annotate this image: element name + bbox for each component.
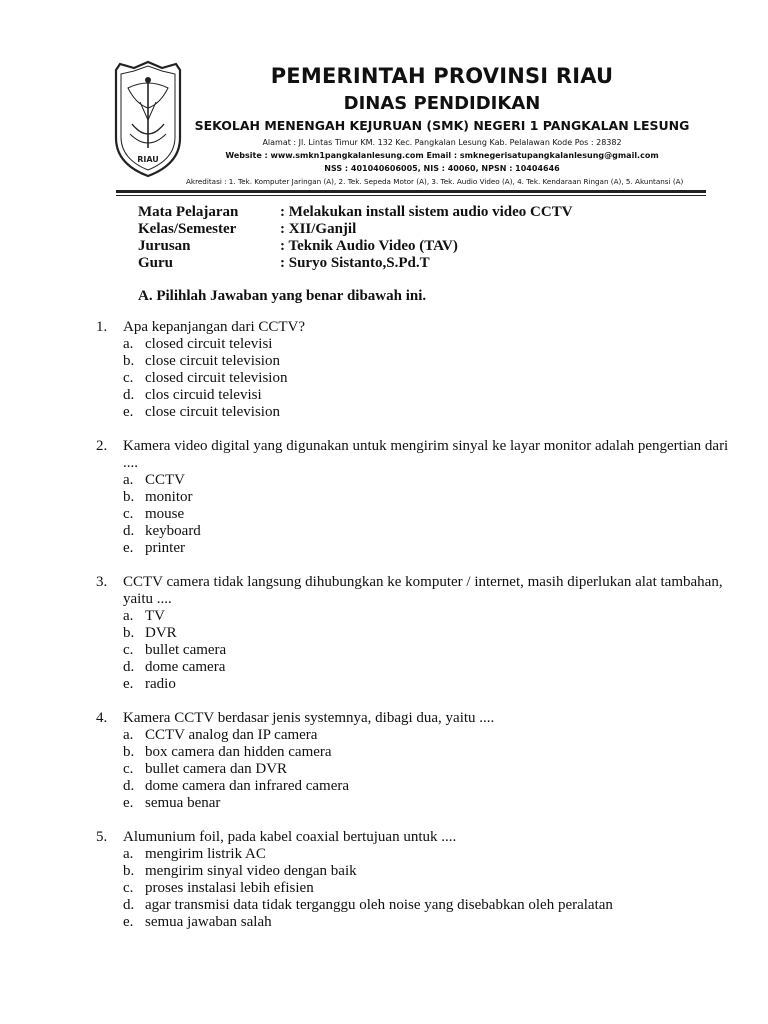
- info-row: [138, 238, 573, 255]
- school-address: Alamat : Jl. Lintas Timur KM. 132 Kec. Pangkalan Lesung Kab. Pelalawan Kode Pos : 28382: [262, 138, 622, 147]
- option-text: closed circuit television: [145, 370, 288, 386]
- option-letter: a.: [123, 608, 134, 624]
- question-item: [96, 574, 736, 693]
- question-text: Alumunium foil, pada kabel coaxial bertujuan untuk ....: [123, 829, 457, 845]
- section-instruction: A. Pilihlah Jawaban yang benar dibawah ini.: [138, 288, 427, 304]
- option-text: DVR: [145, 625, 177, 641]
- answer-option: [96, 659, 736, 676]
- question-item: [96, 710, 736, 812]
- option-text: dome camera: [145, 659, 226, 675]
- riau-emblem-icon: [110, 60, 186, 180]
- option-letter: c.: [123, 506, 134, 522]
- school-name: SEKOLAH MENENGAH KEJURUAN (SMK) NEGERI 1 PANGKALAN LESUNG: [194, 118, 690, 133]
- answer-option: [96, 863, 736, 880]
- question-stem: [96, 319, 736, 336]
- info-value: : Teknik Audio Video (TAV): [280, 238, 458, 254]
- option-text: semua benar: [145, 795, 221, 811]
- option-letter: c.: [123, 370, 134, 386]
- option-text: mengirim listrik AC: [145, 846, 266, 862]
- option-text: keyboard: [145, 523, 201, 539]
- letterhead-divider-thin: [116, 195, 706, 196]
- answer-option: [96, 608, 736, 625]
- info-value: : XII/Ganjil: [280, 221, 357, 237]
- school-website-email: Website : www.smkn1pangkalanlesung.com Email : smknegerisatupangkalanlesung@gmail.com: [225, 151, 659, 160]
- question-stem: [96, 438, 736, 472]
- option-letter: e.: [123, 404, 134, 420]
- answer-option: [96, 761, 736, 778]
- option-letter: d.: [123, 387, 135, 403]
- question-text: Kamera CCTV berdasar jenis systemnya, dibagi dua, yaitu ....: [123, 710, 495, 726]
- option-text: bullet camera: [145, 642, 227, 658]
- question-number: 2.: [96, 438, 108, 454]
- info-value: : Suryo Sistanto,S.Pd.T: [280, 255, 430, 271]
- option-text: CCTV: [145, 472, 186, 488]
- option-text: agar transmisi data tidak terganggu oleh noise yang disebabkan oleh peralatan: [145, 897, 613, 913]
- emblem-text: RIAU: [137, 155, 159, 164]
- option-letter: d.: [123, 897, 135, 913]
- info-row: [138, 255, 573, 272]
- answer-option: [96, 744, 736, 761]
- option-letter: d.: [123, 778, 135, 794]
- answer-option: [96, 846, 736, 863]
- answer-option: [96, 489, 736, 506]
- answer-option: [96, 727, 736, 744]
- info-label: Mata Pelajaran: [138, 204, 239, 220]
- department-title: DINAS PENDIDIKAN: [343, 93, 541, 114]
- option-letter: e.: [123, 540, 134, 556]
- answer-option: [96, 472, 736, 489]
- option-text: dome camera dan infrared camera: [145, 778, 350, 794]
- question-stem: [96, 574, 736, 608]
- answer-option: [96, 914, 736, 931]
- option-letter: c.: [123, 761, 134, 777]
- option-letter: b.: [123, 489, 135, 505]
- option-text: mengirim sinyal video dengan baik: [145, 863, 357, 879]
- answer-option: [96, 370, 736, 387]
- option-letter: b.: [123, 353, 135, 369]
- info-label: Jurusan: [138, 238, 191, 254]
- question-text: Apa kepanjangan dari CCTV?: [123, 319, 306, 335]
- letterhead: [108, 46, 702, 192]
- letterhead-divider-thick: [116, 190, 706, 193]
- option-letter: e.: [123, 795, 134, 811]
- option-letter: b.: [123, 744, 135, 760]
- question-text: Kamera video digital yang digunakan untuk mengirim sinyal ke layar monitor adalah pengertian dari ....: [123, 438, 729, 471]
- option-text: close circuit television: [145, 353, 280, 369]
- question-list: [96, 319, 736, 948]
- accreditation-line: Akreditasi : 1. Tek. Komputer Jaringan (A), 2. Tek. Sepeda Motor (A), 3. Tek. Audio Video (A), 4. Tek. Kendaraan Ringan (A), 5. Akuntansi (A): [186, 177, 684, 186]
- option-text: clos circuid televisi: [145, 387, 262, 403]
- option-letter: a.: [123, 472, 134, 488]
- option-text: closed circuit televisi: [145, 336, 273, 352]
- answer-option: [96, 795, 736, 812]
- option-text: monitor: [145, 489, 193, 505]
- option-letter: b.: [123, 625, 135, 641]
- answer-option: [96, 625, 736, 642]
- question-number: 5.: [96, 829, 108, 845]
- question-number: 1.: [96, 319, 108, 335]
- info-row: [138, 221, 573, 238]
- option-letter: d.: [123, 659, 135, 675]
- option-text: box camera dan hidden camera: [145, 744, 332, 760]
- answer-option: [96, 880, 736, 897]
- option-text: printer: [145, 540, 185, 556]
- answer-option: [96, 387, 736, 404]
- option-text: CCTV analog dan IP camera: [145, 727, 318, 743]
- question-item: [96, 438, 736, 557]
- info-value: : Melakukan install sistem audio video CCTV: [280, 204, 573, 220]
- answer-option: [96, 642, 736, 659]
- option-letter: e.: [123, 914, 134, 930]
- question-number: 3.: [96, 574, 108, 590]
- subject-info: [138, 204, 573, 272]
- option-text: bullet camera dan DVR: [145, 761, 288, 777]
- answer-option: [96, 778, 736, 795]
- question-item: [96, 319, 736, 421]
- question-text: CCTV camera tidak langsung dihubungkan ke komputer / internet, masih diperlukan alat tambahan, yaitu ....: [123, 574, 723, 607]
- option-text: mouse: [145, 506, 185, 522]
- answer-option: [96, 353, 736, 370]
- info-label: Kelas/Semester: [138, 221, 237, 237]
- option-letter: a.: [123, 727, 134, 743]
- government-title: PEMERINTAH PROVINSI RIAU: [270, 64, 614, 88]
- option-text: radio: [145, 676, 176, 692]
- option-letter: b.: [123, 863, 135, 879]
- answer-option: [96, 897, 736, 914]
- option-text: semua jawaban salah: [145, 914, 272, 930]
- answer-option: [96, 336, 736, 353]
- info-row: [138, 204, 573, 221]
- option-letter: d.: [123, 523, 135, 539]
- option-letter: a.: [123, 846, 134, 862]
- option-letter: e.: [123, 676, 134, 692]
- school-identifiers: NSS : 401040606005, NIS : 40060, NPSN : 10404646: [324, 164, 560, 173]
- option-text: proses instalasi lebih efisien: [145, 880, 314, 896]
- answer-option: [96, 404, 736, 421]
- question-number: 4.: [96, 710, 108, 726]
- question-stem: [96, 829, 736, 846]
- option-letter: c.: [123, 642, 134, 658]
- question-stem: [96, 710, 736, 727]
- answer-option: [96, 506, 736, 523]
- option-letter: a.: [123, 336, 134, 352]
- option-letter: c.: [123, 880, 134, 896]
- option-text: TV: [145, 608, 165, 624]
- question-item: [96, 829, 736, 931]
- answer-option: [96, 540, 736, 557]
- answer-option: [96, 523, 736, 540]
- option-text: close circuit television: [145, 404, 280, 420]
- answer-option: [96, 676, 736, 693]
- info-label: Guru: [138, 255, 174, 271]
